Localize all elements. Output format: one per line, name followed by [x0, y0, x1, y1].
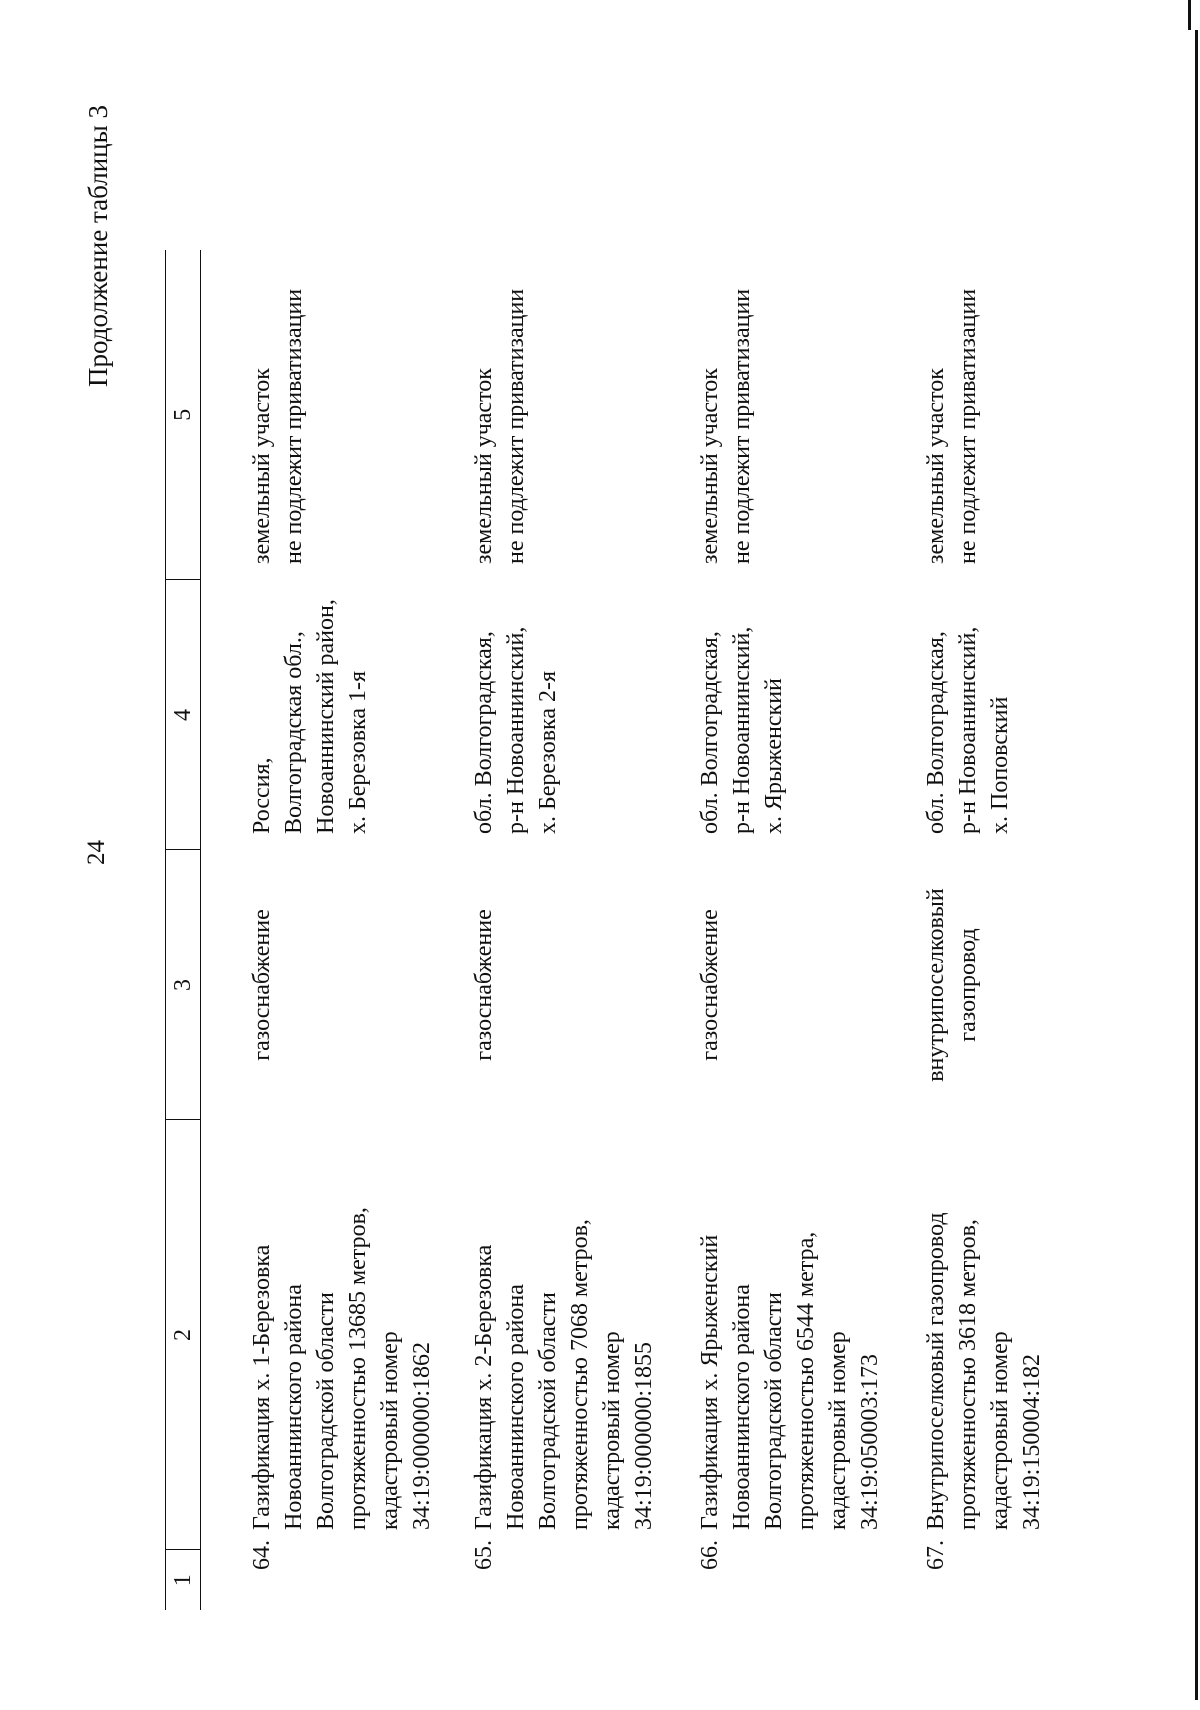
object-description-line: 34:19:000000:1855	[631, 1341, 657, 1530]
row-number: 64.	[249, 1540, 275, 1570]
table-body	[201, 250, 1117, 1610]
object-description	[438, 1120, 664, 1550]
address-line: р-н Новоаннинский,	[729, 626, 755, 834]
land-note-line: земельный участок	[249, 368, 275, 564]
address-line: р-н Новоаннинский,	[503, 626, 529, 834]
row-number: 66.	[697, 1540, 723, 1570]
object-description-line: протяженностью 3618 метров,	[955, 1219, 981, 1530]
object-description-line: Газификация х. Ярыженский	[697, 1234, 723, 1530]
object-description-line: протяженностью 13685 метров,	[345, 1207, 371, 1530]
column-header: 3	[166, 850, 201, 1120]
address	[201, 580, 439, 850]
utility-type	[890, 850, 1116, 1120]
object-description-line: Новоаннинского района	[729, 1284, 755, 1530]
object-description-line: кадастровый номер	[987, 1331, 1013, 1530]
utility-type-line: газопровод	[955, 928, 981, 1042]
utility-type-line: газоснабжение	[471, 909, 497, 1061]
land-note	[890, 250, 1116, 580]
object-description-line: Волгоградской области	[535, 1292, 561, 1530]
row-number: 65.	[471, 1540, 497, 1570]
address	[438, 580, 664, 850]
land-note-line: земельный участок	[697, 368, 723, 564]
object-description-line: Волгоградской области	[313, 1292, 339, 1530]
address-line: обл. Волгоградская,	[923, 631, 949, 834]
object-description-line: кадастровый номер	[825, 1331, 851, 1530]
column-header: 2	[166, 1120, 201, 1550]
land-note	[664, 250, 890, 580]
object-description-line: протяженностью 7068 метров,	[567, 1219, 593, 1530]
utility-type	[664, 850, 890, 1120]
address	[664, 580, 890, 850]
object-description-line: 34:19:000000:1862	[409, 1341, 435, 1530]
object-description	[890, 1120, 1116, 1550]
utility-type	[201, 850, 439, 1120]
object-description-line: Внутрипоселковый газопровод	[923, 1212, 949, 1530]
address-line: Новоаннинский район,	[313, 599, 339, 834]
address-line: Волгоградская обл.,	[281, 631, 307, 834]
object-description-line: протяженностью 6544 метра,	[793, 1231, 819, 1530]
property-table	[165, 250, 1116, 1610]
object-description	[201, 1120, 439, 1550]
land-note-line: земельный участок	[923, 368, 949, 564]
object-description	[664, 1120, 890, 1550]
scan-edge-mark	[1195, 30, 1198, 1700]
address-line: обл. Волгоградская,	[697, 631, 723, 834]
column-header: 5	[166, 250, 201, 580]
table-row	[890, 250, 1116, 1610]
utility-type-line: газоснабжение	[697, 909, 723, 1061]
land-note-line: не подлежит приватизации	[955, 288, 981, 564]
table-row	[438, 250, 664, 1610]
address-line: х. Березовка 1-я	[345, 670, 371, 834]
column-header: 1	[166, 1550, 201, 1610]
land-note-line: не подлежит приватизации	[729, 288, 755, 564]
utility-type-line: газоснабжение	[249, 909, 275, 1061]
address	[890, 580, 1116, 850]
object-description-line: кадастровый номер	[377, 1331, 403, 1530]
continuation-title: Продолжение таблицы 3	[83, 105, 113, 387]
address-line: Россия,	[249, 757, 275, 834]
object-description-line: 34:19:150004:182	[1019, 1353, 1045, 1530]
page-number: 24	[83, 840, 110, 865]
object-description-line: Волгоградской области	[761, 1292, 787, 1530]
scan-edge-mark	[1188, 0, 1191, 30]
address-line: р-н Новоаннинский,	[955, 626, 981, 834]
column-header-row	[166, 250, 201, 1610]
land-note-line: не подлежит приватизации	[503, 288, 529, 564]
address-line: обл. Волгоградская,	[471, 631, 497, 834]
object-description-line: Новоаннинского района	[503, 1284, 529, 1530]
address-line: х. Поповский	[987, 696, 1013, 834]
table-row	[664, 250, 890, 1610]
object-description-line: Газификация х. 2-Березовка	[471, 1244, 497, 1530]
object-description-line: Новоаннинского района	[281, 1284, 307, 1530]
object-description-line: Газификация х. 1-Березовка	[249, 1244, 275, 1530]
land-note-line: земельный участок	[471, 368, 497, 564]
object-description-line: 34:19:050003:173	[857, 1353, 883, 1530]
utility-type	[438, 850, 664, 1120]
row-number: 67.	[923, 1540, 949, 1570]
table-row	[201, 250, 439, 1610]
address-line: х. Березовка 2-я	[535, 670, 561, 834]
land-note-line: не подлежит приватизации	[281, 288, 307, 564]
land-note	[438, 250, 664, 580]
object-description-line: кадастровый номер	[599, 1331, 625, 1530]
utility-type-line: внутрипоселковый	[923, 888, 949, 1082]
column-header: 4	[166, 580, 201, 850]
address-line: х. Ярыженский	[761, 678, 787, 834]
land-note	[201, 250, 439, 580]
